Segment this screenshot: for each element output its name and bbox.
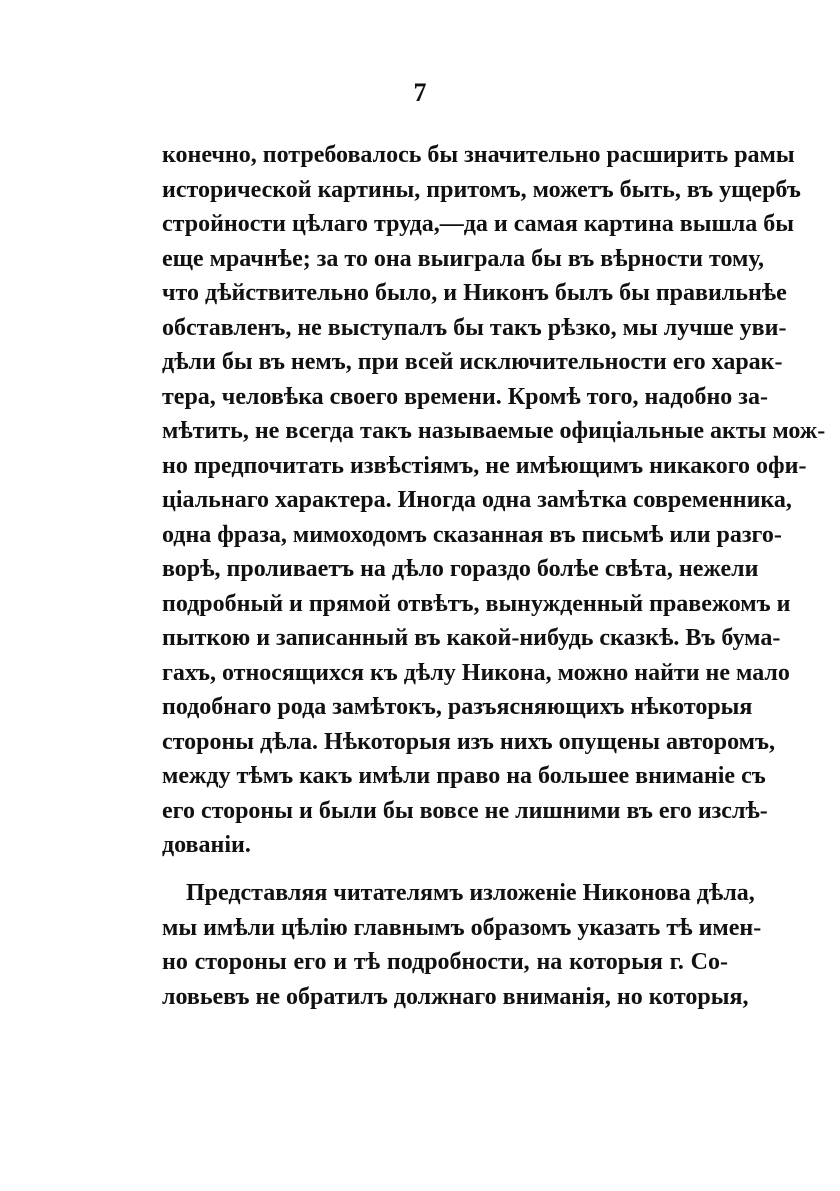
text-line: дованіи. [162, 832, 251, 858]
text-line: еще мрачнѣе; за то она выиграла бы въ вѣрности тому, [162, 245, 764, 272]
page-number: 7 [413, 78, 427, 107]
text-line: Представляя читателямъ изложеніе Никонова дѣла, [186, 880, 755, 906]
text-line: подробный и прямой отвѣтъ, вынужденный правежомъ и [162, 590, 791, 617]
text-line: ворѣ, проливаетъ на дѣло гораздо болѣе свѣта, нежели [162, 556, 759, 582]
text-line: гахъ, относящихся къ дѣлу Никона, можно найти не мало [162, 659, 790, 686]
text-line: мы имѣли цѣлію главнымъ образомъ указать тѣ имен- [162, 914, 762, 941]
text-line: пыткою и записанный въ какой-нибудь сказкѣ. Въ бума- [162, 625, 781, 651]
text-line: стороны дѣла. Нѣкоторыя изъ нихъ опущены авторомъ, [162, 728, 776, 755]
text-line: одна фраза, мимоходомъ сказанная въ письмѣ или разго- [162, 521, 782, 548]
text-line: ловьевъ не обратилъ должнаго вниманія, но которыя, [162, 983, 749, 1010]
text-line: его стороны и были бы вовсе не лишними въ его изслѣ- [162, 797, 768, 824]
paragraph-2 [162, 876, 762, 1014]
text-line: но предпочитать извѣстіямъ, не имѣющимъ никакого офи- [162, 452, 807, 479]
text-line: тера, человѣка своего времени. Кромѣ того, надобно за- [162, 383, 768, 410]
text-line: между тѣмъ какъ имѣли право на большее вниманіе съ [162, 763, 766, 789]
text-line: подобнаго рода замѣтокъ, разъясняющихъ нѣкоторыя [162, 694, 753, 720]
text-line: ціальнаго характера. Иногда одна замѣтка современника, [162, 487, 792, 513]
text-line: конечно, потребовалось бы значительно расширить рамы [162, 142, 795, 168]
text-line: но стороны его и тѣ подробности, на которыя г. Со- [162, 949, 728, 975]
text-line: обставленъ, не выступалъ бы такъ рѣзко, мы лучше уви- [162, 314, 787, 341]
text-line: мѣтить, не всегда такъ называемые офиціальные акты мож- [162, 418, 826, 444]
text-line: что дѣйствительно было, и Никонъ былъ бы правильнѣе [162, 280, 787, 306]
paragraph-1 [162, 138, 826, 863]
text-line: исторической картины, притомъ, можетъ быть, въ ущербъ [162, 176, 801, 203]
text-line: дѣли бы въ немъ, при всей исключительности его харак- [162, 349, 783, 375]
text-line: стройности цѣлаго труда,—да и самая картина вышла бы [162, 211, 794, 237]
